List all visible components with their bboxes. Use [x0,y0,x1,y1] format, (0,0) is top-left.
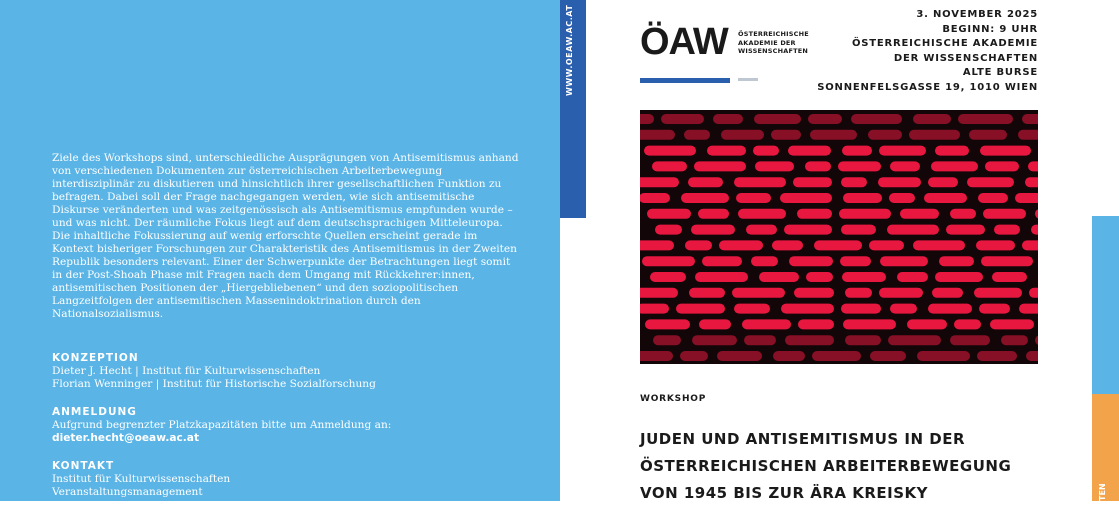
dash-mark [869,240,904,250]
dash-mark [913,240,965,250]
dash-mark [738,209,786,219]
dash-mark [734,304,770,314]
dash-mark [707,146,746,156]
dash-mark [928,177,958,187]
dash-mark [890,161,920,171]
dash-mark [742,319,791,329]
event-org-1: ÖSTERREICHISCHE AKADEMIE [851,38,1038,50]
dash-mark [640,304,669,314]
dash-mark [1018,130,1038,140]
anmeldung-heading: ANMELDUNG [52,406,137,418]
dash-mark [812,351,861,361]
red-dash-pattern-graphic [640,110,1038,364]
event-org-2: DER WISSENSCHAFTEN [893,52,1038,64]
dash-mark [788,146,831,156]
dash-mark [698,209,729,219]
title-line-2: ÖSTERREICHISCHEN ARBEITERBEWEGUNG [640,457,1012,475]
dash-mark [642,256,695,266]
dash-mark [980,146,1031,156]
dash-mark [890,304,917,314]
dash-mark [967,177,1014,187]
dash-mark [746,225,777,235]
title-line-1: JUDEN UND ANTISEMITISMUS IN DER [640,430,966,448]
dash-mark [888,335,941,345]
dash-mark [841,177,867,187]
dash-mark [653,335,681,345]
dash-mark [806,272,833,282]
dash-mark [695,272,748,282]
dash-mark [843,319,896,329]
workshop-title [640,426,1080,507]
website-url[interactable]: WWW.OEAW.AC.AT [565,4,574,96]
dash-mark [640,177,679,187]
dash-mark [897,272,928,282]
dash-mark [732,288,785,298]
event-info [817,8,1038,96]
logo-blue-bar [640,78,730,83]
dash-mark [851,114,902,124]
dash-mark [1025,177,1038,187]
dash-mark [680,351,708,361]
dash-mark [688,177,723,187]
dash-mark [755,161,794,171]
dash-mark [784,225,832,235]
dash-mark [689,288,725,298]
dash-mark [793,177,832,187]
dash-mark [889,193,915,203]
dash-mark [845,335,881,345]
konzeption-heading: KONZEPTION [52,352,139,364]
dash-mark [1026,351,1038,361]
dash-mark [780,193,832,203]
dash-mark [913,114,951,124]
dash-mark [841,225,876,235]
intro-text: Ziele des Workshops sind, unterschiedliche Ausprägungen von Antisemitismus anhand von verschiedenen Dokumenten zur österreichischen Arbeiterbewegung interdisziplinär zu diskutieren und hinsichtlich ihrer gesellschaftlichen Funktion zu befragen. Dabei soll der Frage nachgegangen werden, wie sich antisemitische Diskurse veränderten und was zeitgenössisch als Antisemitismus empfunden wurde – und was nicht. Der räumliche Fokus liegt auf dem deutschsprachigen Mitteleuropa. Die inhaltliche Fokussierung auf wenig erforschte Quellen erscheint gerade im Kontext bisheriger Forschungen zur Charakteristik des Antisemitismus in der Zweiten Republik besonders relevant. Einer der Schwerpunkte der Betrachtungen liegt somit in der Post-Shoah Phase mit Fragen nach dem Umgang mit Rückkehrer:innen, antisemitischen Positionen der „Hiergebliebenen“ und den soziopolitischen Langzeitfolgen der antisemitischen Massenindoktrination durch den Nationalsozialismus. [52,152,519,320]
kontakt-line-1: Institut für Kulturwissenschaften [52,473,231,485]
dash-mark [907,319,947,329]
dash-mark [1022,240,1038,250]
event-venue: ALTE BURSE [962,67,1038,79]
dash-mark [978,193,1008,203]
dash-mark [713,114,743,124]
logo-line-2: AKADEMIE DER [738,38,796,47]
event-time: BEGINN: 9 UHR [942,23,1038,35]
dash-mark [647,209,691,219]
dash-mark [880,256,928,266]
dash-mark [990,319,1034,329]
dash-mark [1028,161,1038,171]
dash-mark [691,225,735,235]
dash-mark [789,256,833,266]
dash-mark [928,304,972,314]
logo-line-3: WISSENSCHAFTEN [738,47,809,55]
dash-mark [1001,335,1028,345]
logo-grey-bar [738,78,758,81]
dash-mark [684,130,710,140]
dash-mark [640,114,654,124]
dash-mark [808,114,842,124]
dash-mark [1015,193,1038,203]
dash-mark [900,209,939,219]
dash-mark [840,256,871,266]
kontakt-line-2: Veranstaltungsmanagement [52,486,203,498]
right-blue-strip [1092,216,1119,394]
dash-mark [805,161,831,171]
dash-mark [644,146,696,156]
dash-mark [979,304,1010,314]
dash-mark [753,146,779,156]
anmeldung-line: Aufgrund begrenzter Platzkapazitäten bitte um Anmeldung an: [52,419,392,431]
dash-mark [879,288,923,298]
title-line-3: VON 1945 BIS ZUR ÄRA KREISKY [640,484,928,502]
logo-line-1: ÖSTERREICHISCHE [738,30,809,38]
dash-mark [797,209,832,219]
dash-mark [935,272,983,282]
dash-mark [842,272,886,282]
dash-mark [974,288,1022,298]
dash-mark [734,177,786,187]
dash-mark [773,351,805,361]
dash-mark [950,335,990,345]
anmeldung-email-link[interactable]: dieter.hecht@oeaw.ac.at [52,432,200,444]
kontakt-section [52,460,532,499]
dash-mark [917,351,970,361]
dash-mark [640,351,673,361]
dash-mark [717,351,762,361]
kontakt-heading: KONTAKT [52,460,115,472]
dash-mark [759,272,799,282]
dash-mark [909,130,960,140]
event-address: SONNENFELSGASSE 19, 1010 WIEN [817,81,1038,93]
dash-mark [969,130,1007,140]
dash-mark [719,240,763,250]
dash-mark [692,335,737,345]
dash-mark [1022,114,1038,124]
dash-mark [842,146,872,156]
dash-mark [932,288,963,298]
konzeption-line-2: Florian Wenninger | Institut für Historische Sozialforschung [52,378,376,390]
dash-mark [702,256,742,266]
dash-mark [640,130,675,140]
dash-mark [841,304,881,314]
event-date: 3. NOVEMBER 2025 [916,9,1038,20]
dash-mark [992,272,1027,282]
dash-mark [744,335,776,345]
dash-mark [958,114,1013,124]
dash-mark [650,272,686,282]
dash-mark [785,335,834,345]
dash-mark [976,240,1015,250]
dash-mark [887,225,939,235]
anmeldung-section [52,406,532,445]
dash-mark [924,193,967,203]
dash-mark [870,351,906,361]
dash-mark [843,193,882,203]
dash-mark [879,146,926,156]
dash-mark [640,193,670,203]
dash-mark [640,288,678,298]
dash-mark [845,288,872,298]
dash-mark [1019,304,1038,314]
dash-mark [981,256,1033,266]
dash-mark [814,240,862,250]
dash-mark [839,209,891,219]
dash-mark [946,225,985,235]
dash-mark [754,114,801,124]
dash-mark [645,319,690,329]
dash-mark [781,304,834,314]
dash-mark [676,304,725,314]
dash-mark [681,193,729,203]
konzeption-section [52,352,532,391]
left-panel [0,0,560,501]
dash-mark [685,240,712,250]
dash-mark [652,161,687,171]
dash-mark [694,161,746,171]
dash-mark [954,319,981,329]
workshop-label: WORKSHOP [640,394,707,404]
konzeption-line-1: Dieter J. Hecht | Institut für Kulturwissenschaften [52,365,321,377]
dash-mark [771,130,801,140]
dash-mark [950,209,976,219]
dash-mark [736,193,771,203]
dash-mark [772,240,803,250]
dash-mark [983,209,1026,219]
right-strip-text: TEN [1098,483,1107,501]
dash-mark [985,161,1019,171]
dash-mark [868,130,902,140]
logo-mark: ÖAW [640,21,728,63]
dash-mark [798,319,834,329]
dash-mark [810,130,857,140]
dash-mark [699,319,731,329]
dash-mark [994,225,1020,235]
dash-mark [794,288,834,298]
dash-mark [751,256,778,266]
dash-mark [661,114,704,124]
dash-mark [721,130,764,140]
dash-mark [931,161,978,171]
dash-mark [640,240,674,250]
dash-mark [977,351,1017,361]
dash-mark [655,225,682,235]
dash-mark [935,146,969,156]
dash-mark [939,256,974,266]
dash-mark [838,161,881,171]
dash-mark [878,177,921,187]
